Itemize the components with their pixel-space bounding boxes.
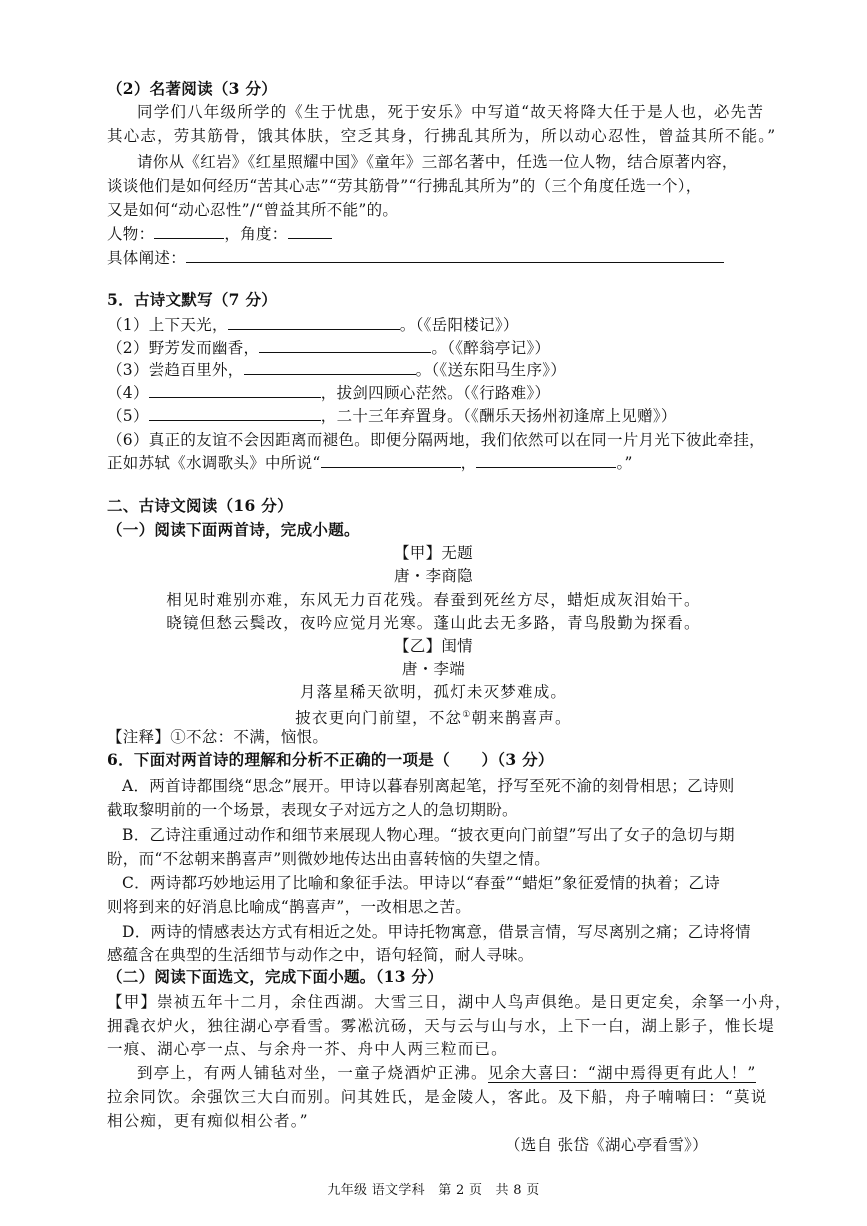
q5-blank-5[interactable] (149, 406, 321, 421)
poem2-line-part: 朝来鹊喜声。 (471, 709, 572, 727)
q5-blank-2[interactable] (259, 338, 431, 353)
poem2-line-part: 披衣更向门前望，不忿 (295, 709, 463, 727)
page-footer: 九年级 语文学科 第 2 页 共 8 页 (327, 1183, 540, 1198)
q5-item-6-line2 (107, 452, 633, 474)
q5-item-5 (107, 405, 677, 427)
section2-sub1: （一）阅读下面两首诗，完成小题。 (107, 520, 360, 539)
q6-option-a: A．两首诗都围绕“思念”展开。甲诗以暮春别离起笔，抒写至死不渝的刻骨相思；乙诗则 (122, 777, 735, 795)
q5-item-suffix: ，二十三年弃置身。（《酬乐天扬州初逢席上见赠》） (320, 407, 677, 425)
underlined-sentence: 见余大喜曰：“湖中焉得更有此人！” (487, 1064, 757, 1082)
q5-item-3 (107, 359, 566, 381)
poem1-author: 唐・李商隐 (393, 567, 473, 585)
q6-option-b-cont: 盼，而“不忿朝来鹊喜声”则微妙地传达出由喜转恼的失望之情。 (107, 850, 551, 868)
q6-option-d: D．两诗的情感表达方式有相近之处。甲诗托物寓意，借景言情，写尽离别之痛；乙诗将情 (122, 923, 751, 941)
person-blank[interactable] (154, 224, 224, 239)
q5-heading: 5．古诗文默写（7 分） (107, 290, 278, 309)
person-angle-row (107, 223, 332, 245)
reading-task-line: 谈谈他们是如何经历“苦其心志”“劳其筋骨”“行拂乱其所为”的（三个角度任选一个）， (107, 177, 702, 195)
q5-item6-prefix: 正如苏轼《水调歌头》中所说“ (107, 454, 321, 472)
q5-item-prefix: （2）野芳发而幽香， (107, 339, 260, 357)
q5-blank-3[interactable] (244, 360, 416, 375)
passage-line: 拉余同饮。余强饮三大白而别。问其姓氏，是金陵人，客此。及下船，舟子喃喃曰：“莫说 (107, 1088, 768, 1106)
q5-item-prefix: （5） (107, 407, 149, 425)
detail-blank[interactable] (186, 248, 724, 263)
reading-quote-line: 其心志，劳其筋骨，饿其体肤，空乏其身，行拂乱其所为，所以动心忍性，曾益其所不能。” (107, 127, 777, 145)
q5-blank-1[interactable] (228, 315, 400, 330)
poem2-line: 月落星稀天欲明，孤灯未灭梦难成。 (299, 683, 568, 701)
passage-line: 【甲】崇祯五年十二月，余住西湖。大雪三日，湖中人鸟声俱绝。是日更定矣，余拏一小舟， (107, 993, 792, 1011)
reading-task-line: 请你从《红岩》《红星照耀中国》《童年》三部名著中，任选一位人物，结合原著内容， (137, 153, 738, 171)
q5-item-prefix: （4） (107, 384, 149, 402)
q5-item-prefix: （1）上下天光， (107, 316, 228, 334)
passage-line (137, 1062, 756, 1084)
reading-task-line: 又是如何“动心忍性”/“曾益其所不能”的。 (107, 201, 399, 219)
reading-heading: （2）名著阅读（3 分） (107, 79, 278, 98)
q5-blank-6b[interactable] (476, 453, 616, 468)
q5-item-suffix: 。（《岳阳楼记》） (399, 316, 519, 334)
q5-item-suffix: ，拔剑四顾心茫然。（《行路难》） (320, 384, 551, 402)
poem1-line: 晓镜但愁云鬓改，夜吟应觉月光寒。蓬山此去无多路，青鸟殷勤为探看。 (166, 614, 701, 632)
footnote-mark: ① (462, 710, 472, 720)
q5-item-prefix: （3）尝趋百里外， (107, 361, 244, 379)
angle-label: ，角度： (224, 225, 288, 243)
detail-label: 具体阐述： (107, 249, 187, 267)
poem2-author: 唐・李端 (401, 660, 466, 678)
passage-line: 一痕、湖心亭一点、与余舟一芥、舟中人两三粒而已。 (107, 1040, 508, 1058)
q6-option-d-cont: 感蕴含在典型的生活细节与动作之中，语句轻简，耐人寻味。 (107, 946, 534, 964)
passage-line: 拥毳衣炉火，独往湖心亭看雪。雾凇沆砀，天与云与山与水，上下一白，湖上影子，惟长堤 (107, 1017, 776, 1035)
q5-item6-mid: ， (460, 454, 477, 472)
reading-quote-line: 同学们八年级所学的《生于忧患，死于安乐》中写道“故天将降大任于是人也，必先苦 (137, 103, 765, 121)
poem-note: 【注释】①不忿：不满，恼恨。 (107, 728, 329, 746)
poem1-title: 【甲】无题 (393, 544, 473, 562)
passage-segment: 到亭上，有两人铺毡对坐，一童子烧酒炉正沸。 (137, 1064, 488, 1082)
detail-row (107, 247, 724, 269)
person-label: 人物： (107, 225, 155, 243)
section2-heading: 二、古诗文阅读（16 分） (107, 496, 293, 515)
angle-blank[interactable] (288, 224, 332, 239)
q6-stem: 6．下面对两首诗的理解和分析不正确的一项是（ ）（3 分） (107, 750, 554, 769)
q5-item-suffix: 。（《送东阳马生序》） (415, 361, 567, 379)
q5-item-1 (107, 314, 519, 336)
q5-item-2 (107, 337, 550, 359)
q6-option-c-cont: 则将到来的好消息比喻成“鹊喜声”，一改相思之苦。 (107, 898, 472, 916)
part2-heading: （二）阅读下面选文，完成下面小题。（13 分） (107, 967, 444, 986)
poem2-title: 【乙】闺情 (393, 637, 473, 655)
q5-item6-suffix: 。” (616, 454, 633, 472)
q6-option-c: C．两诗都巧妙地运用了比喻和象征手法。甲诗以“春蚕”“蜡炬”象征爱情的执着；乙诗 (122, 874, 721, 892)
q5-blank-4[interactable] (149, 383, 321, 398)
q5-item-suffix: 。（《醉翁亭记》） (431, 339, 551, 357)
passage-source: （选自 张岱《湖心亭看雪》） (505, 1136, 708, 1154)
passage-line: 相公痴，更有痴似相公者。” (107, 1112, 309, 1130)
poem1-line: 相见时难别亦难，东风无力百花残。春蚕到死丝方尽，蜡炬成灰泪始干。 (166, 591, 701, 609)
q6-option-a-cont: 截取黎明前的一个场景，表现女子对远方之人的急切期盼。 (107, 801, 518, 819)
q6-option-b: B．乙诗注重通过动作和细节来展现人物心理。“披衣更向门前望”写出了女子的急切与期 (122, 826, 735, 844)
q5-item-6-line1: （6）真正的友谊不会因距离而褪色。即便分隔两地，我们依然可以在同一片月光下彼此牵挂， (107, 431, 765, 449)
q5-blank-6a[interactable] (321, 453, 461, 468)
q5-item-4 (107, 382, 550, 404)
